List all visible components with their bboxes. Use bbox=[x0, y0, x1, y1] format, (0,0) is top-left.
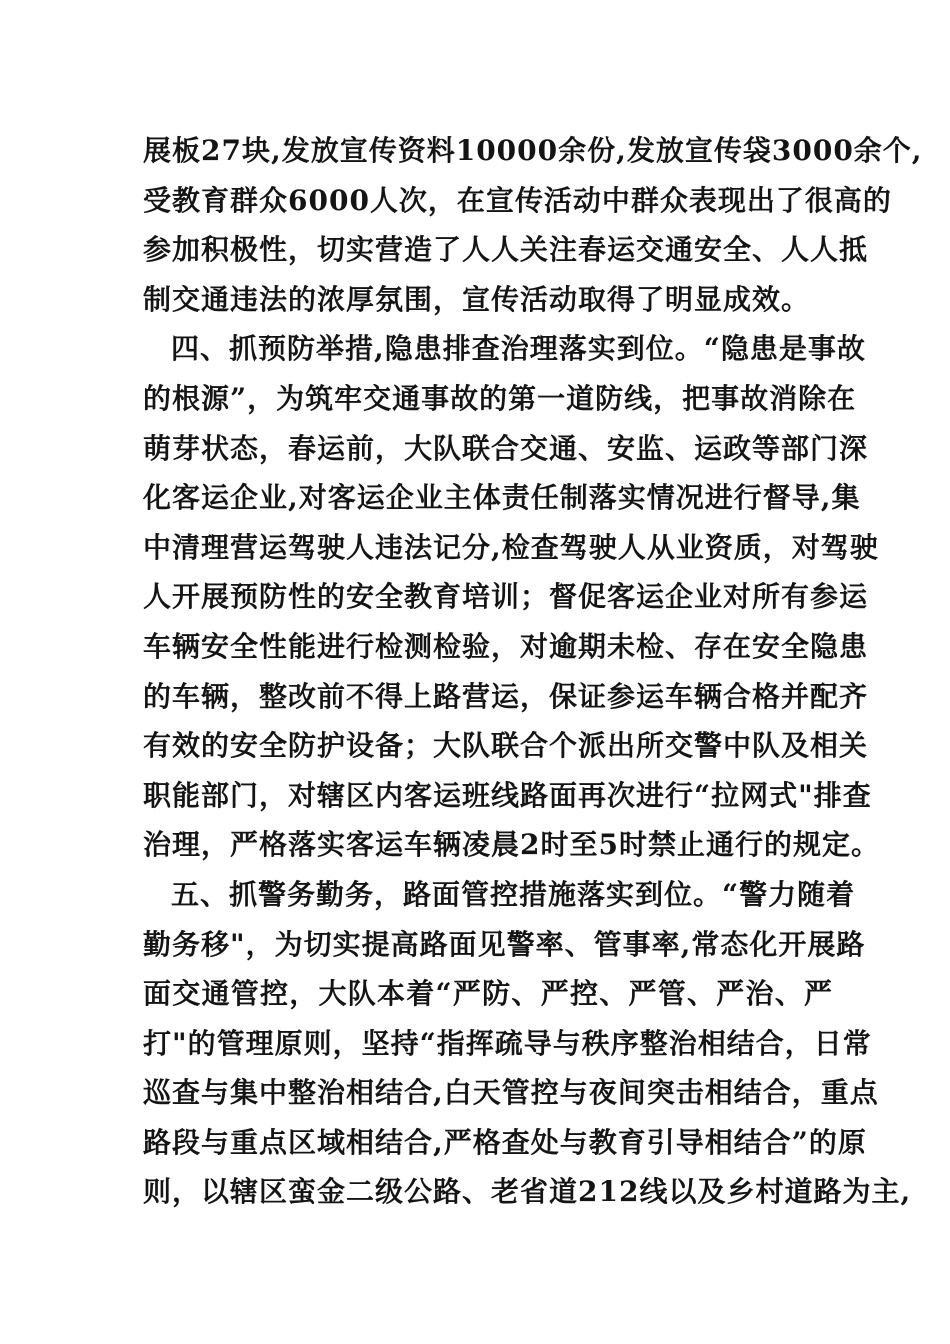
text-line: 展板27块,发放宣传资料10000余份,发放宣传袋3000余个, bbox=[143, 134, 923, 167]
text-line: 路段与重点区域相结合,严格查处与教育引导相结合”的原 bbox=[143, 1125, 867, 1159]
text-line: 有效的安全防护设备；大队联合个派出所交警中队及相关 bbox=[143, 729, 869, 763]
text-line: 面交通管控，大队本着“严防、严控、严管、严治、严 bbox=[143, 977, 833, 1011]
text-line: 萌芽状态，春运前，大队联合交通、安监、运政等部门深 bbox=[143, 431, 869, 465]
text-line: 受教育群众6000人次，在宣传活动中群众表现出了很高的 bbox=[143, 183, 892, 217]
text-line: 勤务移"，为切实提高路面见警率、管事率,常态化开展路 bbox=[143, 927, 866, 961]
text-line: 的根源”，为筑牢交通事故的第一道防线，把事故消除在 bbox=[143, 381, 857, 415]
paragraph-heading-line: 四、抓预防举措,隐患排查治理落实到位。“隐患是事故 bbox=[171, 332, 866, 366]
text-line: 参加积极性，切实营造了人人关注春运交通安全、人人抵 bbox=[143, 233, 869, 267]
paragraph-heading-line: 五、抓警务勤务，路面管控措施落实到位。“警力随着 bbox=[171, 877, 856, 911]
text-line: 职能部门，对辖区内客运班线路面再次进行“拉网式"排查 bbox=[143, 778, 872, 812]
text-line: 巡查与集中整治相结合,白天管控与夜间突击相结合，重点 bbox=[143, 1076, 879, 1110]
text-line: 的车辆，整改前不得上路营运，保证参运车辆合格并配齐 bbox=[143, 679, 869, 713]
text-line: 车辆安全性能进行检测检验，对逾期未检、存在安全隐患 bbox=[143, 629, 869, 663]
text-line: 中清理营运驾驶人违法记分,检查驾驶人从业资质，对驾驶 bbox=[143, 530, 879, 564]
body-text bbox=[143, 126, 923, 1217]
text-line: 则，以辖区蛮金二级公路、老省道212线以及乡村道路为主, bbox=[143, 1175, 912, 1209]
text-line: 制交通违法的浓厚氛围，宣传活动取得了明显成效。 bbox=[143, 282, 811, 316]
text-line: 化客运企业,对客运企业主体责任制落实情况进行督导,集 bbox=[143, 481, 861, 515]
text-line: 打"的管理原则，坚持“指挥疏导与秩序整治相结合，日常 bbox=[143, 1026, 872, 1060]
text-line: 人开展预防性的安全教育培训；督促客运企业对所有参运 bbox=[143, 580, 869, 614]
text-line: 治理，严格落实客运车辆凌晨2时至5时禁止通行的规定。 bbox=[143, 828, 880, 862]
